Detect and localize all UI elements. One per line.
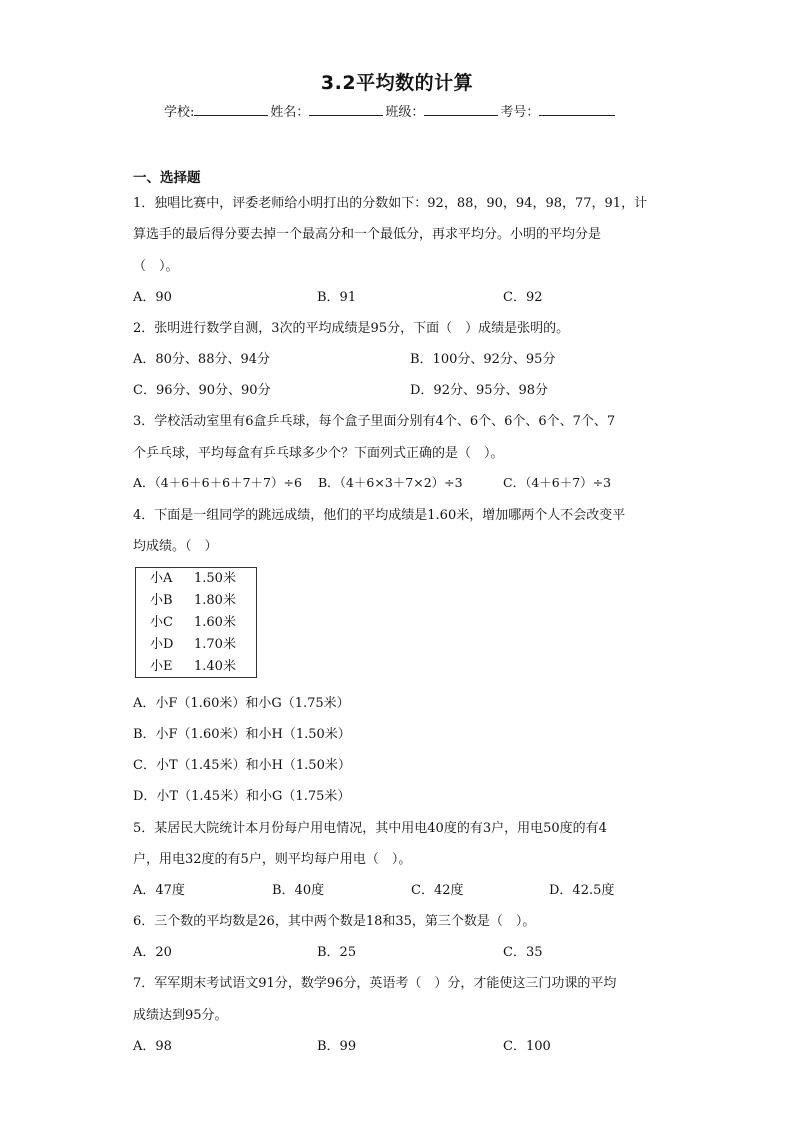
student-score: 1.70米 bbox=[194, 636, 236, 652]
name-label: 姓名： bbox=[270, 105, 310, 120]
q1-option-b[interactable]: B．91 bbox=[317, 290, 357, 305]
q1-text-line3: （ ）。 bbox=[133, 259, 179, 274]
q7-text-line2: 成绩达到95分。 bbox=[133, 1008, 228, 1023]
q5-text-line2: 户，用电32度的有5户，则平均每户用电（ ）。 bbox=[133, 852, 412, 867]
q1-text-line1: 1．独唱比赛中，评委老师给小明打出的分数如下：92，88，90，94，98，77，91，计 bbox=[133, 196, 648, 211]
student-name: 小E bbox=[150, 658, 173, 674]
student-score: 1.80米 bbox=[194, 593, 236, 609]
table-row bbox=[136, 655, 257, 677]
q4-option-a[interactable]: A．小F（1.60米）和小G（1.75米） bbox=[133, 696, 350, 711]
q5-option-a[interactable]: A．47度 bbox=[133, 883, 185, 898]
q1-text-line2: 算选手的最后得分要去掉一个最高分和一个最低分，再求平均分。小明的平均分是 bbox=[133, 227, 602, 242]
q2-option-d[interactable]: D．92分、95分、98分 bbox=[410, 383, 549, 398]
q2-text-line1: 2．张明进行数学自测，3次的平均成绩是95分，下面（ ）成绩是张明的。 bbox=[133, 321, 570, 336]
student-score: 1.50米 bbox=[194, 571, 236, 587]
class-label: 班级： bbox=[385, 105, 425, 120]
student-name: 小A bbox=[150, 571, 173, 587]
q3-option-b[interactable]: B．（4＋6×3＋7×2）÷3 bbox=[318, 475, 463, 490]
q5-option-c[interactable]: C．42度 bbox=[411, 883, 464, 898]
q4-text-line1: 4．下面是一组同学的跳远成绩，他们的平均成绩是1.60米，增加哪两个人不会改变平 bbox=[133, 508, 626, 523]
class-blank[interactable] bbox=[424, 101, 498, 116]
q1-option-a[interactable]: A．90 bbox=[133, 290, 172, 305]
q5-option-b[interactable]: B．40度 bbox=[272, 883, 325, 898]
q6-option-b[interactable]: B．25 bbox=[317, 945, 357, 960]
exam-number-blank[interactable] bbox=[539, 101, 615, 116]
q3-option-c[interactable]: C．（4＋6＋7）÷3 bbox=[503, 475, 612, 490]
q2-option-c[interactable]: C．96分、90分、90分 bbox=[133, 383, 271, 398]
page-title: 3.2平均数的计算 bbox=[320, 72, 474, 94]
q6-option-c[interactable]: C．35 bbox=[503, 945, 543, 960]
student-name: 小D bbox=[150, 636, 174, 652]
student-name: 小C bbox=[150, 614, 173, 630]
q7-text-line1: 7．军军期末考试语文91分，数学96分，英语考（ ）分，才能使这三门功课的平均 bbox=[133, 976, 617, 991]
student-score: 1.60米 bbox=[194, 614, 236, 630]
table-row bbox=[136, 590, 257, 612]
q3-text-line1: 3．学校活动室里有6盒乒乓球，每个盒子里面分别有4个、6个、6个、6个、7个、7 bbox=[133, 414, 616, 429]
table-row bbox=[136, 612, 257, 634]
student-info-line bbox=[164, 101, 617, 120]
school-blank[interactable] bbox=[194, 101, 268, 116]
table-row bbox=[136, 568, 257, 590]
q7-option-a[interactable]: A．98 bbox=[133, 1039, 172, 1054]
school-label: 学校: bbox=[164, 105, 195, 120]
name-blank[interactable] bbox=[309, 101, 383, 116]
q2-option-b[interactable]: B．100分、92分、95分 bbox=[410, 352, 556, 367]
q4-option-d[interactable]: D．小T（1.45米）和小G（1.75米） bbox=[133, 789, 351, 804]
table-row bbox=[136, 633, 257, 655]
q7-option-b[interactable]: B．99 bbox=[317, 1039, 357, 1054]
q1-option-c[interactable]: C．92 bbox=[503, 290, 543, 305]
q6-option-a[interactable]: A．20 bbox=[133, 945, 172, 960]
q4-option-b[interactable]: B．小F（1.60米）和小H（1.50米） bbox=[133, 727, 351, 742]
student-name: 小B bbox=[150, 593, 173, 609]
exam-number-label: 考号： bbox=[500, 105, 540, 120]
q3-option-a[interactable]: A．（4＋6＋6＋6＋7＋7）÷6 bbox=[133, 475, 302, 490]
q5-text-line1: 5．某居民大院统计本月份每户用电情况，其中用电40度的有3户，用电50度的有4 bbox=[133, 821, 607, 836]
q4-option-c[interactable]: C．小T（1.45米）和小H（1.50米） bbox=[133, 758, 351, 773]
q6-text-line1: 6．三个数的平均数是26，其中两个数是18和35，第三个数是（ ）。 bbox=[133, 914, 536, 929]
q2-option-a[interactable]: A．80分、88分、94分 bbox=[133, 352, 271, 367]
long-jump-scores-table bbox=[135, 567, 257, 678]
q4-text-line2: 均成绩。（ ） bbox=[133, 539, 218, 554]
student-score: 1.40米 bbox=[194, 658, 236, 674]
section-heading: 一、选择题 bbox=[133, 170, 201, 186]
q5-option-d[interactable]: D．42.5度 bbox=[549, 883, 615, 898]
q3-text-line2: 个乒乓球，平均每盒有乒乓球多少个？下面列式正确的是（ ）。 bbox=[133, 446, 504, 461]
q7-option-c[interactable]: C．100 bbox=[503, 1039, 551, 1054]
